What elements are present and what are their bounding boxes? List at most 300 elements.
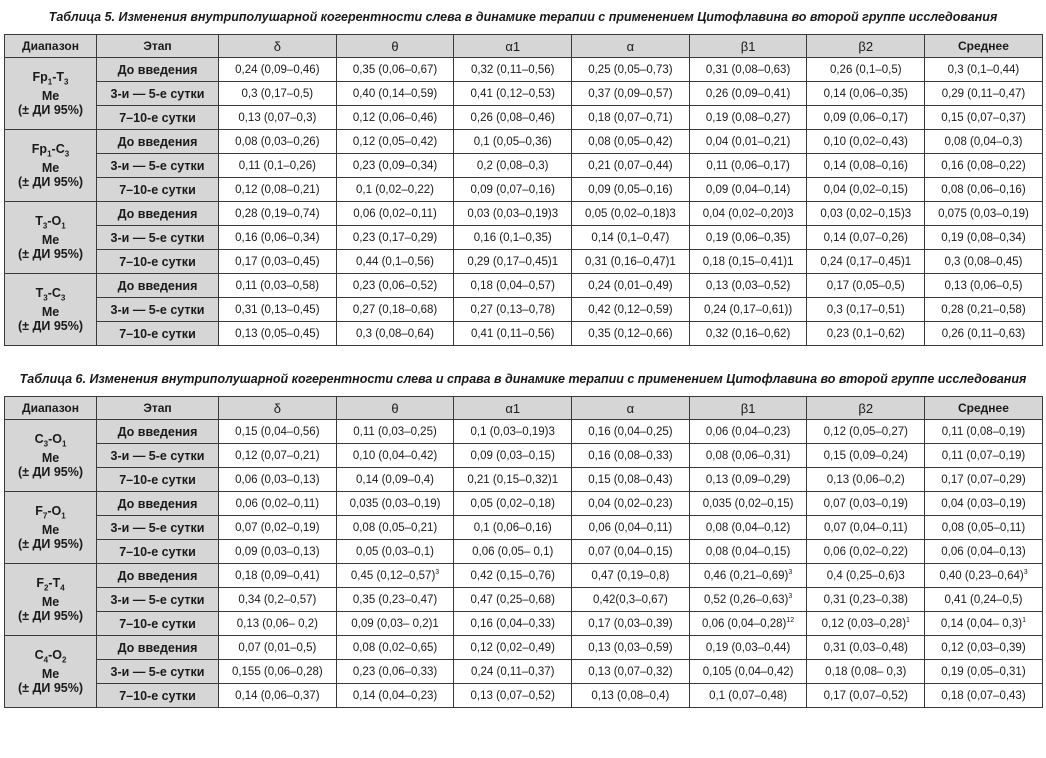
cell-value: 0,28 (0,21–0,58) <box>941 303 1026 316</box>
range-median-label: Me <box>41 233 60 248</box>
value-cell <box>925 492 1043 516</box>
cell-value: 0,08 (0,05–0,11) <box>941 521 1026 534</box>
value-cell <box>219 468 337 492</box>
cell-value: 0,07 (0,04–0,11) <box>824 521 908 534</box>
table-header <box>5 397 1043 420</box>
cell-value: 0,17 (0,03–0,39) <box>588 617 673 630</box>
value-cell <box>219 588 337 612</box>
value-cell <box>689 492 807 516</box>
cell-value: 0,12 (0,06–0,46) <box>352 111 438 124</box>
value-cell <box>807 492 925 516</box>
value-cell <box>454 660 572 684</box>
table-row <box>5 274 1043 298</box>
cell-value: 0,14 (0,07–0,26) <box>823 231 908 244</box>
stage-cell: 3-и — 5-е сутки <box>97 154 219 178</box>
value-cell <box>925 660 1043 684</box>
electrode-b-index: 3 <box>64 77 69 87</box>
value-cell <box>807 178 925 202</box>
table-row <box>5 106 1043 130</box>
value-cell <box>807 636 925 660</box>
cell-value: 0,26 (0,08–0,46) <box>470 111 555 124</box>
range-electrodes <box>7 286 94 306</box>
value-cell <box>925 588 1043 612</box>
cell-value: 0,08 (0,05–0,21) <box>352 521 438 534</box>
cell-value: 0,28 (0,19–0,74) <box>235 207 320 220</box>
cell-value: 0,105 (0,04–0,42) <box>702 665 794 678</box>
value-cell <box>336 298 454 322</box>
cell-value: 0,18 (0,09–0,41) <box>235 569 320 582</box>
column-header: α1 <box>454 35 572 58</box>
value-cell <box>219 130 337 154</box>
cell-value: 0,35 (0,06–0,67) <box>352 63 438 76</box>
table-row <box>5 202 1043 226</box>
value-cell <box>925 684 1043 708</box>
cell-value: 0,14 (0,04– 0,3) <box>940 617 1023 630</box>
value-cell <box>689 130 807 154</box>
range-median-label: Me <box>41 451 60 466</box>
cell-value: 0,18 (0,07–0,71) <box>588 111 673 124</box>
stage-cell: До введения <box>97 636 219 660</box>
electrode-b-index: 1 <box>61 221 66 231</box>
cell-value: 0,04 (0,02–0,23) <box>588 497 673 510</box>
value-cell <box>807 322 925 346</box>
cell-value: 0,14 (0,08–0,16) <box>823 159 908 172</box>
cell-value: 0,26 (0,11–0,63) <box>941 327 1026 340</box>
table-6 <box>4 396 1043 708</box>
electrode-separator: - <box>51 141 56 156</box>
value-cell <box>336 202 454 226</box>
value-cell <box>454 684 572 708</box>
value-cell <box>925 82 1043 106</box>
value-cell <box>454 226 572 250</box>
range-cell <box>5 420 97 492</box>
cell-value: 0,08 (0,04–0,15) <box>705 545 791 558</box>
cell-value: 0,11 (0,06–0,17) <box>706 159 790 172</box>
value-cell <box>689 58 807 82</box>
cell-value: 0,04 (0,02–0,20)3 <box>702 207 794 220</box>
cell-value: 0,21 (0,15–0,32)1 <box>467 473 559 486</box>
value-cell <box>689 540 807 564</box>
value-cell <box>572 82 690 106</box>
cell-value: 0,12 (0,03–0,39) <box>941 641 1026 654</box>
value-cell <box>336 322 454 346</box>
column-header: α <box>572 397 690 420</box>
range-median-label: Me <box>41 523 60 538</box>
value-cell <box>454 106 572 130</box>
value-cell <box>219 58 337 82</box>
cell-value: 0,23 (0,1–0,62) <box>826 327 905 340</box>
range-electrodes <box>7 142 94 162</box>
cell-value: 0,31 (0,13–0,45) <box>235 303 320 316</box>
value-cell <box>219 492 337 516</box>
value-cell <box>689 516 807 540</box>
value-cell <box>454 588 572 612</box>
cell-value: 0,09 (0,05–0,16) <box>588 183 673 196</box>
electrode-a-index: 7 <box>42 511 48 521</box>
cell-value: 0,37 (0,09–0,57) <box>588 87 673 100</box>
value-cell <box>219 298 337 322</box>
range-cell <box>5 636 97 708</box>
value-cell <box>807 226 925 250</box>
range-ci-label: (± ДИ 95%) <box>17 103 84 118</box>
value-cell <box>454 516 572 540</box>
cell-value: 0,15 (0,07–0,37) <box>941 111 1026 124</box>
value-cell <box>807 58 925 82</box>
cell-value: 0,23 (0,06–0,33) <box>352 665 438 678</box>
value-cell <box>572 178 690 202</box>
value-cell <box>572 130 690 154</box>
cell-value: 0,1 (0,03–0,19)3 <box>470 425 555 438</box>
cell-value: 0,11 (0,08–0,19) <box>941 425 1026 438</box>
cell-value: 0,10 (0,02–0,43) <box>823 135 908 148</box>
range-ci-label: (± ДИ 95%) <box>17 681 84 696</box>
value-cell <box>572 444 690 468</box>
electrode-separator: - <box>48 431 53 446</box>
cell-value: 0,08 (0,04–0,3) <box>944 135 1023 148</box>
value-cell <box>807 540 925 564</box>
cell-footnote-mark: 3 <box>1023 568 1028 576</box>
column-header: δ <box>219 35 337 58</box>
cell-value: 0,32 (0,11–0,56) <box>470 63 555 76</box>
value-cell <box>336 82 454 106</box>
cell-value: 0,06 (0,04–0,11) <box>588 521 673 534</box>
cell-value: 0,29 (0,11–0,47) <box>941 87 1026 100</box>
table-row <box>5 250 1043 274</box>
electrode-a: F <box>36 575 44 590</box>
value-cell <box>925 420 1043 444</box>
value-cell <box>219 420 337 444</box>
cell-value: 0,41 (0,11–0,56) <box>470 327 555 340</box>
value-cell <box>336 130 454 154</box>
table-row <box>5 82 1043 106</box>
cell-value: 0,10 (0,04–0,42) <box>352 449 438 462</box>
value-cell <box>807 468 925 492</box>
range-ci-label: (± ДИ 95%) <box>17 609 84 624</box>
electrode-b: O <box>51 503 62 518</box>
stage-cell: 7–10-е сутки <box>97 612 219 636</box>
stage-cell: 3-и — 5-е сутки <box>97 660 219 684</box>
value-cell <box>925 274 1043 298</box>
value-cell <box>689 636 807 660</box>
cell-value: 0,09 (0,03– 0,2)1 <box>351 617 439 630</box>
cell-value: 0,1 (0,06–0,16) <box>473 521 552 534</box>
cell-value: 0,03 (0,03–0,19)3 <box>467 207 559 220</box>
table-row <box>5 154 1043 178</box>
electrode-b-index: 3 <box>64 149 70 159</box>
cell-value: 0,13 (0,03–0,59) <box>588 641 673 654</box>
stage-cell: До введения <box>97 492 219 516</box>
cell-value: 0,06 (0,04–0,13) <box>941 545 1026 558</box>
table-6-caption: Таблица 6. Изменения внутриполушарной когерентности слева и справа в динамике терапии с применением Цитофлавина во второй группе исследования <box>19 372 1027 386</box>
electrode-b-index: 2 <box>61 655 67 665</box>
cell-footnote-mark: 1 <box>1022 616 1027 624</box>
table-row <box>5 322 1043 346</box>
value-cell <box>454 130 572 154</box>
value-cell <box>572 684 690 708</box>
cell-value: 0,35 (0,23–0,47) <box>352 593 438 606</box>
column-header: α <box>572 35 690 58</box>
value-cell <box>925 130 1043 154</box>
value-cell <box>572 564 690 588</box>
cell-value: 0,42(0,3–0,67) <box>593 593 668 606</box>
cell-value: 0,40 (0,23–0,64) <box>939 569 1024 582</box>
cell-value: 0,18 (0,08– 0,3) <box>825 665 907 678</box>
cell-value: 0,24 (0,17–0,45)1 <box>820 255 912 268</box>
value-cell <box>336 274 454 298</box>
value-cell <box>336 684 454 708</box>
table-5-caption: Таблица 5. Изменения внутриполушарной когерентности слева в динамике терапии с применением Цитофлавина во второй группе исследования <box>48 10 998 24</box>
value-cell <box>572 322 690 346</box>
range-electrodes <box>7 70 94 90</box>
cell-value: 0,42 (0,15–0,76) <box>470 569 555 582</box>
cell-value: 0,06 (0,05– 0,1) <box>472 545 554 558</box>
value-cell <box>572 492 690 516</box>
cell-value: 0,15 (0,08–0,43) <box>588 473 673 486</box>
value-cell <box>807 420 925 444</box>
value-cell <box>572 202 690 226</box>
cell-value: 0,31 (0,03–0,48) <box>823 641 908 654</box>
cell-value: 0,04 (0,01–0,21) <box>705 135 791 148</box>
cell-footnote-mark: 3 <box>435 568 440 576</box>
value-cell <box>925 106 1043 130</box>
electrode-b: T <box>52 575 61 590</box>
stage-cell: 7–10-е сутки <box>97 178 219 202</box>
value-cell <box>572 250 690 274</box>
value-cell <box>689 564 807 588</box>
electrode-b: O <box>51 213 62 228</box>
cell-value: 0,035 (0,03–0,19) <box>349 497 441 510</box>
cell-value: 0,08 (0,06–0,16) <box>941 183 1026 196</box>
header-row <box>5 35 1043 58</box>
cell-value: 0,16 (0,08–0,33) <box>588 449 673 462</box>
value-cell <box>454 202 572 226</box>
electrode-a-index: 4 <box>43 655 49 665</box>
cell-value: 0,19 (0,06–0,35) <box>705 231 791 244</box>
electrode-a: T <box>35 285 44 300</box>
value-cell <box>689 420 807 444</box>
cell-value: 0,12 (0,03–0,28) <box>821 617 907 630</box>
value-cell <box>807 660 925 684</box>
stage-cell: 7–10-е сутки <box>97 322 219 346</box>
stage-cell: До введения <box>97 130 219 154</box>
table-row <box>5 298 1043 322</box>
value-cell <box>925 540 1043 564</box>
cell-value: 0,07 (0,03–0,19) <box>823 497 908 510</box>
value-cell <box>689 250 807 274</box>
cell-value: 0,17 (0,05–0,5) <box>826 279 905 292</box>
cell-value: 0,13 (0,07–0,52) <box>470 689 555 702</box>
electrode-a: Fp <box>32 69 48 84</box>
stage-cell: 7–10-е сутки <box>97 468 219 492</box>
value-cell <box>807 274 925 298</box>
cell-value: 0,17 (0,03–0,45) <box>235 255 320 268</box>
cell-value: 0,13 (0,08–0,4) <box>591 689 670 702</box>
cell-footnote-mark: 3 <box>788 568 793 576</box>
cell-value: 0,41 (0,12–0,53) <box>470 87 555 100</box>
column-header: α1 <box>454 397 572 420</box>
cell-value: 0,35 (0,12–0,66) <box>588 327 673 340</box>
value-cell <box>572 154 690 178</box>
value-cell <box>689 444 807 468</box>
cell-value: 0,2 (0,08–0,3) <box>476 159 549 172</box>
cell-value: 0,41 (0,24–0,5) <box>944 593 1023 606</box>
cell-value: 0,17 (0,07–0,29) <box>941 473 1026 486</box>
range-cell <box>5 202 97 274</box>
value-cell <box>572 298 690 322</box>
value-cell <box>689 178 807 202</box>
electrode-b: O <box>52 647 62 662</box>
range-electrodes <box>7 214 94 234</box>
electrode-separator: - <box>47 285 52 300</box>
table-row <box>5 660 1043 684</box>
stage-cell: 7–10-е сутки <box>97 106 219 130</box>
stage-cell: 3-и — 5-е сутки <box>97 298 219 322</box>
value-cell <box>807 684 925 708</box>
cell-value: 0,06 (0,04–0,23) <box>705 425 791 438</box>
cell-value: 0,09 (0,03–0,13) <box>235 545 320 558</box>
electrode-separator: - <box>48 647 53 662</box>
cell-value: 0,15 (0,04–0,56) <box>235 425 320 438</box>
cell-value: 0,52 (0,26–0,63) <box>703 593 789 606</box>
cell-value: 0,45 (0,12–0,57) <box>350 569 436 582</box>
cell-value: 0,13 (0,07–0,32) <box>588 665 673 678</box>
cell-value: 0,14 (0,04–0,23) <box>352 689 438 702</box>
value-cell <box>219 636 337 660</box>
cell-value: 0,12 (0,05–0,27) <box>823 425 908 438</box>
cell-footnote-mark: 12 <box>786 616 795 624</box>
cell-value: 0,12 (0,08–0,21) <box>235 183 320 196</box>
range-median-label: Me <box>41 161 60 176</box>
cell-value: 0,26 (0,1–0,5) <box>829 63 902 76</box>
electrode-a-index: 1 <box>47 149 52 159</box>
table-row <box>5 468 1043 492</box>
value-cell <box>219 444 337 468</box>
cell-value: 0,13 (0,06–0,5) <box>944 279 1023 292</box>
value-cell <box>925 178 1043 202</box>
value-cell <box>807 154 925 178</box>
value-cell <box>807 298 925 322</box>
value-cell <box>689 684 807 708</box>
value-cell <box>336 588 454 612</box>
electrode-separator: - <box>47 503 52 518</box>
column-header: Среднее <box>925 35 1043 58</box>
value-cell <box>689 202 807 226</box>
cell-value: 0,11 (0,1–0,26) <box>238 159 316 172</box>
range-electrodes <box>7 504 94 524</box>
cell-value: 0,155 (0,06–0,28) <box>231 665 323 678</box>
cell-value: 0,12 (0,07–0,21) <box>235 449 320 462</box>
value-cell <box>925 202 1043 226</box>
electrode-b: T <box>56 69 65 84</box>
cell-value: 0,05 (0,03–0,1) <box>356 545 435 558</box>
value-cell <box>807 106 925 130</box>
value-cell <box>807 564 925 588</box>
value-cell <box>219 322 337 346</box>
cell-value: 0,12 (0,02–0,49) <box>470 641 555 654</box>
column-header: Среднее <box>925 397 1043 420</box>
cell-value: 0,14 (0,06–0,35) <box>823 87 908 100</box>
value-cell <box>454 322 572 346</box>
value-cell <box>572 226 690 250</box>
table-row <box>5 226 1043 250</box>
value-cell <box>219 82 337 106</box>
range-cell <box>5 130 97 202</box>
cell-value: 0,12 (0,05–0,42) <box>352 135 438 148</box>
value-cell <box>454 250 572 274</box>
cell-value: 0,1 (0,07–0,48) <box>709 689 788 702</box>
cell-value: 0,06 (0,04–0,28) <box>701 617 787 630</box>
cell-value: 0,06 (0,02–0,22) <box>823 545 908 558</box>
cell-value: 0,06 (0,03–0,13) <box>235 473 320 486</box>
value-cell <box>454 274 572 298</box>
table-row <box>5 516 1043 540</box>
cell-value: 0,09 (0,04–0,14) <box>705 183 791 196</box>
cell-value: 0,035 (0,02–0,15) <box>702 497 794 510</box>
stage-cell: До введения <box>97 202 219 226</box>
value-cell <box>925 444 1043 468</box>
range-median-label: Me <box>41 305 60 320</box>
value-cell <box>454 298 572 322</box>
stage-cell: До введения <box>97 274 219 298</box>
value-cell <box>454 492 572 516</box>
value-cell <box>689 660 807 684</box>
value-cell <box>219 516 337 540</box>
stage-cell: 3-и — 5-е сутки <box>97 516 219 540</box>
electrode-separator: - <box>47 213 52 228</box>
cell-value: 0,44 (0,1–0,56) <box>356 255 435 268</box>
range-median-label: Me <box>41 89 60 104</box>
cell-value: 0,46 (0,21–0,69) <box>703 569 789 582</box>
value-cell <box>336 178 454 202</box>
cell-value: 0,16 (0,04–0,33) <box>470 617 555 630</box>
stage-cell: 3-и — 5-е сутки <box>97 588 219 612</box>
stage-cell: 3-и — 5-е сутки <box>97 444 219 468</box>
cell-value: 0,24 (0,09–0,46) <box>235 63 320 76</box>
value-cell <box>454 420 572 444</box>
value-cell <box>219 564 337 588</box>
electrode-b: O <box>52 431 62 446</box>
value-cell <box>219 684 337 708</box>
electrode-b-index: 4 <box>60 583 65 593</box>
cell-value: 0,19 (0,08–0,34) <box>941 231 1026 244</box>
cell-value: 0,16 (0,1–0,35) <box>473 231 552 244</box>
value-cell <box>454 178 572 202</box>
value-cell <box>807 250 925 274</box>
value-cell <box>219 178 337 202</box>
cell-value: 0,19 (0,08–0,27) <box>705 111 791 124</box>
stage-cell: 7–10-е сутки <box>97 684 219 708</box>
cell-value: 0,42 (0,12–0,59) <box>588 303 673 316</box>
stage-cell: 3-и — 5-е сутки <box>97 82 219 106</box>
cell-value: 0,04 (0,02–0,15) <box>823 183 908 196</box>
cell-value: 0,11 (0,03–0,58) <box>235 279 320 292</box>
electrode-b-index: 1 <box>61 439 67 449</box>
table-row <box>5 540 1043 564</box>
value-cell <box>454 82 572 106</box>
cell-value: 0,05 (0,02–0,18) <box>470 497 555 510</box>
value-cell <box>454 636 572 660</box>
value-cell <box>336 58 454 82</box>
cell-value: 0,07 (0,04–0,15) <box>588 545 673 558</box>
cell-value: 0,31 (0,23–0,38) <box>823 593 908 606</box>
cell-value: 0,25 (0,05–0,73) <box>588 63 673 76</box>
value-cell <box>925 612 1043 636</box>
stage-cell: 7–10-е сутки <box>97 250 219 274</box>
value-cell <box>572 274 690 298</box>
cell-value: 0,31 (0,16–0,47)1 <box>585 255 676 268</box>
value-cell <box>689 298 807 322</box>
value-cell <box>219 660 337 684</box>
